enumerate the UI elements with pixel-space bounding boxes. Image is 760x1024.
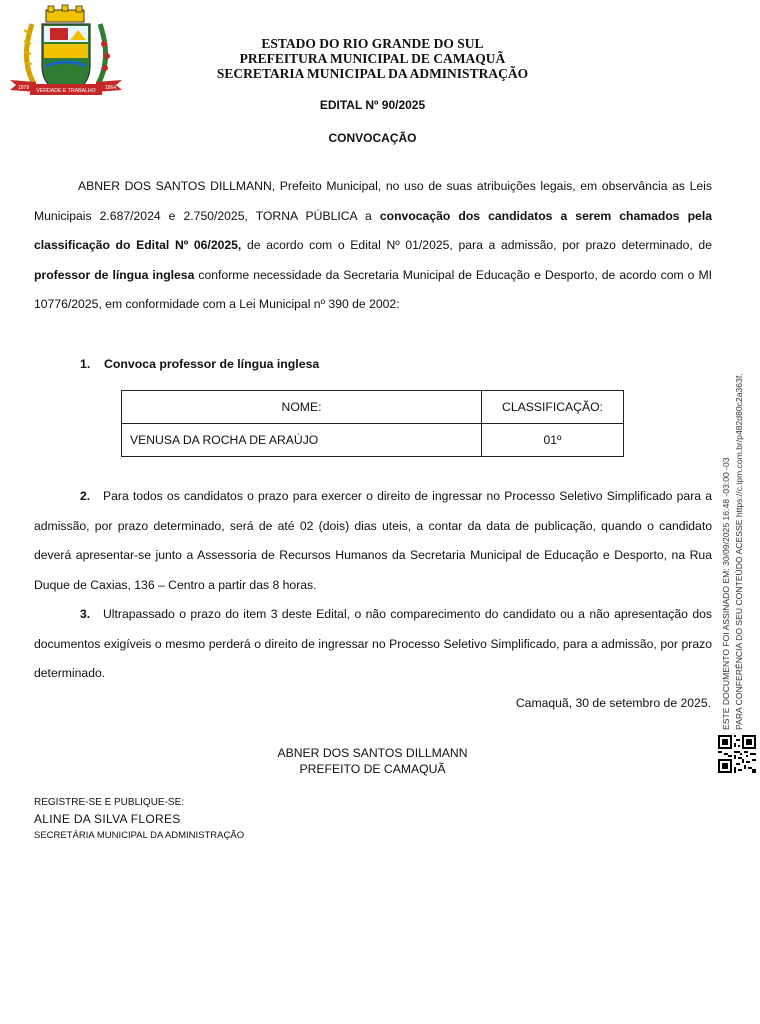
signature-note-line2[interactable]: PARA CONFERÊNCIA DO SEU CONTEÚDO ACESSE https://c.ipm.com.br/p482d80c2a363f. [734,373,744,730]
item-3-paragraph: 3. Ultrapassado o prazo do item 3 deste Edital, o não comparecimento do candidato ou a não apresentação dos documentos exigíveis o mesmo perderá o direito de ingressar no Processo Seletivo Simplificado, para a admissão, por prazo determinado. [34,607,712,680]
header-prefeitura: PREFEITURA MUNICIPAL DE CAMAQUÃ [239,51,506,66]
candidate-name: VENUSA DA ROCHA DE ARAÚJO [122,424,482,457]
intro-paragraph: ABNER DOS SANTOS DILLMANN, Prefeito Municipal, no uso de suas atribuições legais, em observância as Leis Municipais 2.687/2024 e 2.750/2025, TORNA PÚBLICA a convocação dos candidatos a serem chamados pela classificação do Edital Nº 06/2025, de acordo com o Edital Nº 01/2025, para a admissão, por prazo determinado, de professor de língua inglesa conforme necessidade da Secretaria Municipal de Educação e Desporto, de acordo com o MI 10776/2025, em conformidade com a Lei Municipal nº 390 de 2002: [34,179,712,311]
banner-year-left: 1879 [18,85,30,91]
table-row [122,424,624,457]
signature-note-line1: ESTE DOCUMENTO FOI ASSINADO EM: 30/09/2025 16:48 -03:00 -03 [721,457,731,730]
registro-role: SECRETÁRIA MUNICIPAL DA ADMINISTRAÇÃO [34,830,245,841]
signatory-role: PREFEITO DE CAMAQUÃ [299,762,446,776]
header-secretaria: SECRETARIA MUNICIPAL DA ADMINISTRAÇÃO [216,66,529,81]
candidates-table [121,390,624,457]
header-classification: CLASSIFICAÇÃO: [482,391,624,424]
item-2-paragraph: 2. Para todos os candidatos o prazo para exercer o direito de ingressar no Processo Seletivo Simplificado para a admissão, por prazo determinado, será de até 02 (dois) dias uteis, a contar da data de publicação, quando o candidato deverá apresentar-se junto a Assessoria de Recursos Humanos da Secretaria Municipal de Educação e Desporto, na Rua Duque de Caxias, 136 – Centro a partir das 8 horas. [34,489,712,592]
digital-signature-note [720,338,760,730]
registro-label: REGISTRE-SE E PUBLIQUE-SE: [34,797,185,808]
header-state: ESTADO DO RIO GRANDE DO SUL [261,36,484,51]
item-1-heading: 1. Convoca professor de língua inglesa [80,357,320,371]
header-name: NOME: [122,391,482,424]
convocacao-title: CONVOCAÇÃO [328,131,417,145]
banner-motto: VERDADE E TRABALHO [36,88,96,94]
table-header-row [122,391,624,424]
edital-title: EDITAL Nº 90/2025 [319,98,426,112]
qr-code-icon[interactable] [718,735,756,773]
signatory-name: ABNER DOS SANTOS DILLMANN [277,746,468,760]
registro-name: ALINE DA SILVA FLORES [34,812,181,826]
candidate-classification: 01º [482,424,624,457]
date-line: Camaquã, 30 de setembro de 2025. [515,696,711,710]
municipal-coat-of-arms [6,4,126,100]
banner-year-right: 1864 [105,85,117,91]
